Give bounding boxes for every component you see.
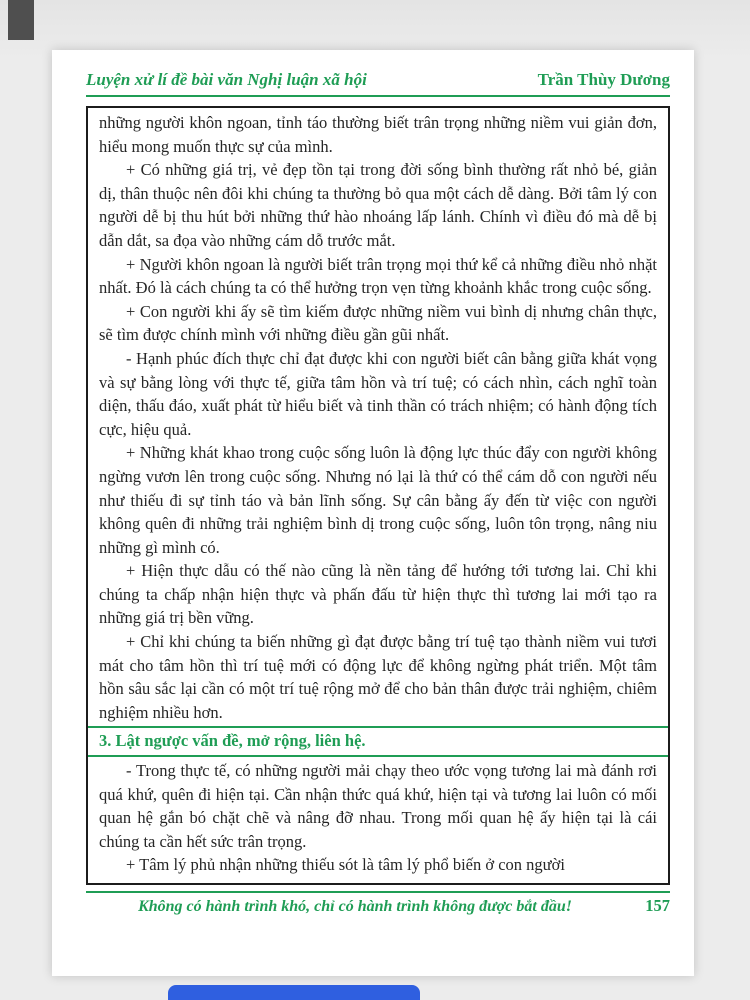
paragraph-group-top <box>99 111 657 724</box>
paragraph: + Những khát khao trong cuộc sống luôn là động lực thúc đẩy con người không ngừng vươn lên trong cuộc sống. Nhưng nó lại là thứ có thể cám dỗ con người nếu như thiếu đi sự tỉnh táo và bản lĩnh sống. Sự cân bằng ấy đến từ việc con người không quên đi những trải nghiệm bình dị trong cuộc sống, luôn tôn trọng, nâng niu những gì mình có. <box>99 443 657 557</box>
running-header-author: Trần Thùy Dương <box>537 70 670 89</box>
paragraph: + Tâm lý phủ nhận những thiếu sót là tâm lý phổ biến ở con người <box>126 855 565 875</box>
paragraph: + Hiện thực dẫu có thế nào cũng là nền tảng để hướng tới tương lai. Chỉ khi chúng ta chấp nhận hiện thực và phấn đấu từ hiện thực thì tương lai mới tạo ra những giá trị bền vững. <box>99 561 657 628</box>
paragraph: + Có những giá trị, vẻ đẹp tồn tại trong đời sống bình thường rất nhỏ bé, giản dị, thân thuộc nên đôi khi chúng ta thường bỏ qua một cách dễ dàng. Bởi tâm lý con người dễ bị thu hút bởi những thứ hào nhoáng lấp lánh. Chính vì điều đó mà dễ bị dẫn dắt, sa đọa vào những cám dỗ trước mắt. <box>99 160 657 250</box>
paragraph: + Chỉ khi chúng ta biến những gì đạt được bằng trí tuệ tạo thành niềm vui tươi mát cho tâm hồn thì trí tuệ mới có động lực để không ngừng phát triển. Một tâm hồn sâu sắc lại cần có một trí tuệ rộng mở để cho bản thân được trải nghiệm, chiêm nghiệm nhiều hơn. <box>99 632 657 722</box>
paragraph: + Người khôn ngoan là người biết trân trọng mọi thứ kể cả những điều nhỏ nhặt nhất. Đó là cách chúng ta có thể hưởng trọn vẹn từng khoảnh khắc trong cuộc sống. <box>99 254 657 298</box>
footer-quote: Không có hành trình khó, chỉ có hành trình không được bắt đầu! <box>138 898 572 915</box>
paragraph: - Trong thực tế, có những người mải chạy theo ước vọng tương lai mà đánh rơi quá khứ, quên đi hiện tại. Cần nhận thức quá khứ, hiện tại và tương lai luôn có mối quan hệ gắn bó chặt chẽ và nâng đỡ nhau. Trong mối quan hệ ấy hiện tại là cái chúng ta cần hết sức trân trọng. <box>99 761 657 851</box>
page-number: 157 <box>645 896 670 915</box>
paragraph: + Con người khi ấy sẽ tìm kiếm được những niềm vui bình dị nhưng chân thực, sẽ tìm được chính mình với những điều gần gũi nhất. <box>99 301 657 345</box>
running-header <box>86 70 670 90</box>
content-box <box>86 106 670 885</box>
photo-corner-artifact <box>8 0 34 40</box>
paragraph-group-bottom <box>99 759 657 877</box>
header-rule <box>86 95 670 97</box>
section-heading: 3. Lật ngược vấn đề, mở rộng, liên hệ. <box>88 726 668 757</box>
book-page <box>52 50 694 976</box>
running-header-title: Luyện xử lí đề bài văn Nghị luận xã hội <box>86 70 367 89</box>
bottom-blue-bar <box>168 985 420 1000</box>
paragraph: - Hạnh phúc đích thực chỉ đạt được khi con người biết cân bằng giữa khát vọng và sự bằng lòng với thực tế, giữa tâm hồn và trí tuệ; có cách nhìn, cách nghĩ toàn diện, thấu đáo, xuất phát từ hiểu biết và tinh thần có trách nhiệm; có hành động tích cực, hiệu quả. <box>99 348 657 439</box>
footer-rule <box>86 891 670 893</box>
page-footer <box>86 896 670 916</box>
paragraph: những người khôn ngoan, tỉnh táo thường biết trân trọng những niềm vui giản đơn, hiểu mong muốn thực sự của mình. <box>99 113 657 156</box>
